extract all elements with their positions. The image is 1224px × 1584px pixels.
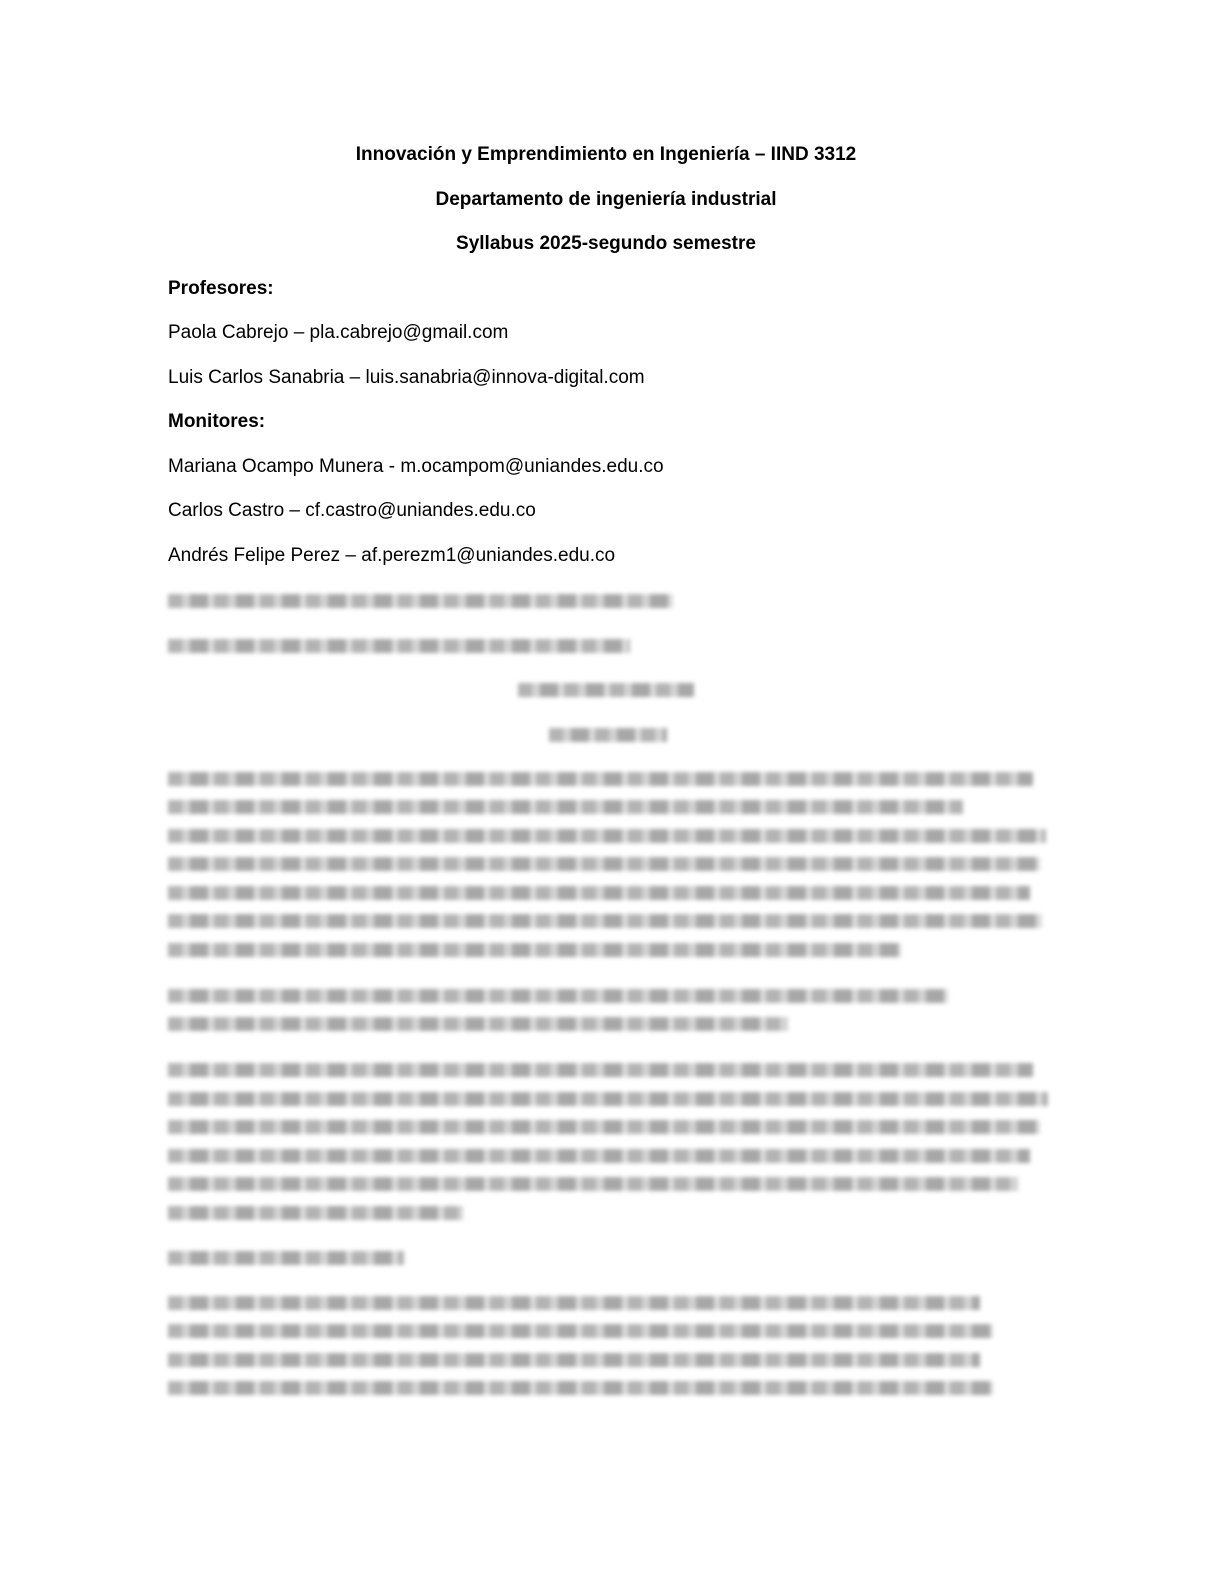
department-title: Departamento de ingeniería industrial [435, 189, 777, 210]
syllabus-title: Syllabus 2025-segundo semestre [456, 233, 756, 254]
blurred-section-heading [549, 728, 667, 742]
monitor-item: Mariana Ocampo Munera - m.ocampom@uniandes.edu.co [168, 456, 664, 477]
blurred-monitor-line [168, 594, 673, 608]
blurred-subheading [168, 1251, 404, 1265]
blurred-monitor-line [168, 639, 630, 653]
course-title: Innovación y Emprendimiento en Ingeniería – IIND 3312 [355, 144, 857, 165]
monitors-heading: Monitores: [168, 411, 266, 432]
blurred-section-heading [518, 683, 694, 697]
monitor-item: Andrés Felipe Perez – af.perezm1@uniandes.edu.co [168, 545, 616, 566]
monitor-item: Carlos Castro – cf.castro@uniandes.edu.co [168, 500, 536, 521]
professor-item: Paola Cabrejo – pla.cabrejo@gmail.com [168, 322, 509, 343]
professor-item: Luis Carlos Sanabria – luis.sanabria@innova-digital.com [168, 367, 645, 388]
professors-heading: Profesores: [168, 278, 274, 299]
